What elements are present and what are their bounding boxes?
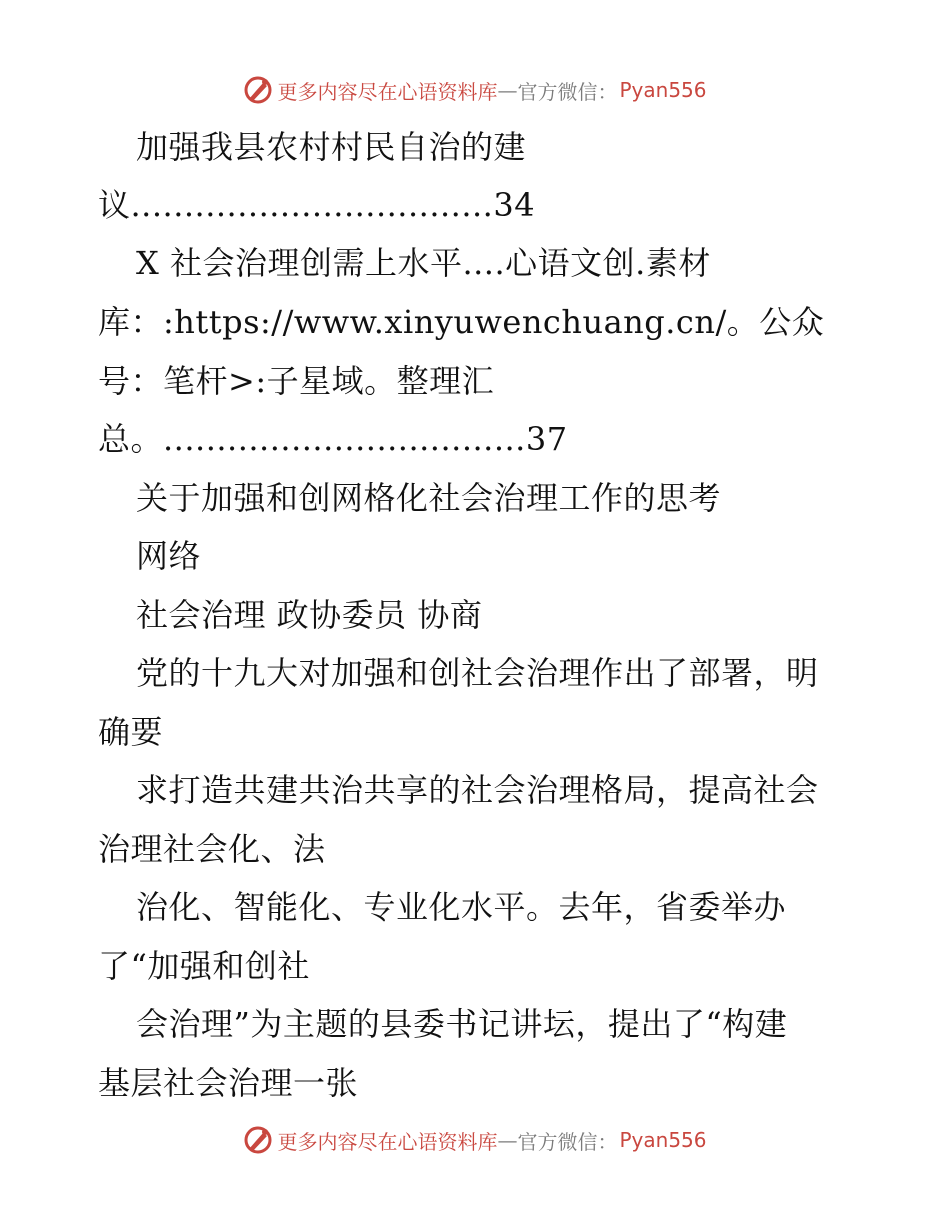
text-line: X 社会治理创需上水平....心语文创.素材 bbox=[136, 244, 711, 282]
banner-wechat-id: Pyan556 bbox=[619, 78, 707, 102]
banner-wechat-label: 官方微信： bbox=[517, 79, 618, 104]
paragraph-line: 了“加强和创社 bbox=[98, 947, 310, 985]
text-line: 库：:https://www.xinyuwenchuang.cn/。公众 bbox=[98, 303, 825, 341]
paragraph-line: 确要 bbox=[98, 713, 164, 751]
banner-dash: — bbox=[497, 78, 518, 102]
pen-circle-logo-icon bbox=[243, 75, 273, 105]
header-banner bbox=[0, 70, 950, 110]
text-line: 加强我县农村村民自治的建 bbox=[136, 128, 527, 166]
article-title: 关于加强和创网格化社会治理工作的思考 bbox=[136, 479, 722, 517]
banner-wechat-label: 官方微信： bbox=[517, 1129, 618, 1154]
banner-red-text: 更多内容尽在心语资料库 bbox=[277, 79, 498, 104]
text-line: 号：笔杆>:子星域。整理汇 bbox=[98, 362, 495, 400]
paragraph-line: 党的十九大对加强和创社会治理作出了部署，明 bbox=[136, 654, 819, 692]
paragraph-line: 治化、智能化、专业化水平。去年，省委举办 bbox=[136, 888, 787, 926]
paragraph-line: 治理社会化、法 bbox=[98, 830, 326, 868]
toc-entry: 议..................................34 bbox=[98, 186, 536, 224]
toc-entry: 总。..................................37 bbox=[98, 420, 568, 458]
footer-banner bbox=[0, 1120, 950, 1160]
banner-dash: — bbox=[497, 1128, 518, 1152]
banner-red-text: 更多内容尽在心语资料库 bbox=[277, 1129, 498, 1154]
paragraph-line: 求打造共建共治共享的社会治理格局，提高社会 bbox=[136, 771, 819, 809]
banner-wechat-id: Pyan556 bbox=[619, 1128, 707, 1152]
paragraph-line: 会治理”为主题的县委书记讲坛，提出了“构建 bbox=[136, 1005, 788, 1043]
paragraph-line: 基层社会治理一张 bbox=[98, 1064, 359, 1102]
text-line: 网络 bbox=[136, 537, 202, 575]
keywords: 社会治理 政协委员 协商 bbox=[136, 596, 483, 634]
pen-circle-logo-icon bbox=[243, 1125, 273, 1155]
